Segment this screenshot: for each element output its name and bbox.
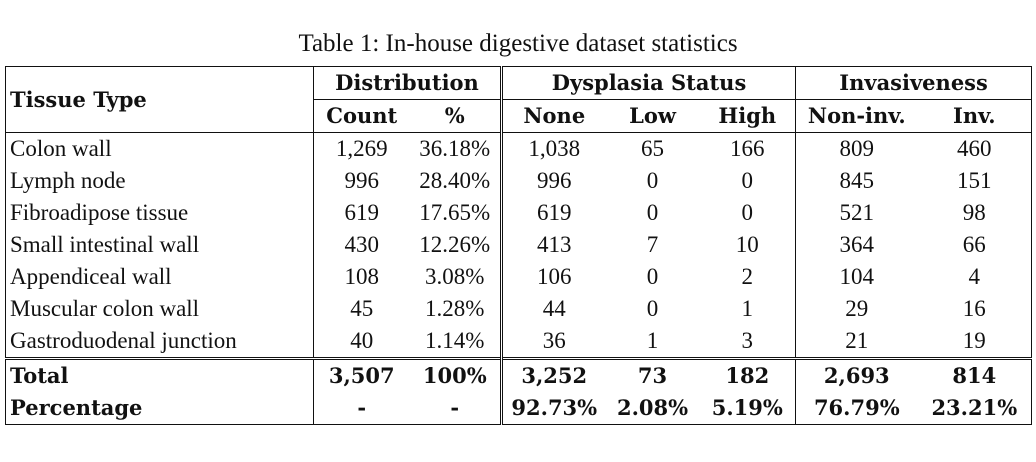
cell-percentage-high: 5.19% (711, 395, 783, 420)
cell-low: 7 (646, 232, 659, 257)
cell-low: 0 (646, 200, 659, 225)
cell-total-invasive: 814 (918, 359, 1032, 393)
header-dysplasia-status: Dysplasia Status (502, 67, 796, 100)
header-low: Low (606, 100, 700, 133)
cell-tissue: Small intestinal wall (10, 232, 200, 257)
cell-count: 996 (314, 165, 410, 197)
cell-total-non-invasive: 2,693 (796, 359, 918, 393)
cell-non-invasive: 521 (796, 197, 918, 229)
cell-invasive: 4 (968, 264, 981, 289)
cell-high: 0 (741, 200, 754, 225)
cell-count: 619 (314, 197, 410, 229)
total-row (6, 359, 1032, 393)
table-row (6, 133, 1032, 166)
table-row (6, 229, 1032, 261)
percentage-row (6, 392, 1032, 425)
cell-high: 0 (741, 168, 754, 193)
cell-percent: 36.18% (410, 133, 502, 166)
cell-none: 36 (502, 325, 606, 359)
table-row (6, 197, 1032, 229)
cell-none: 106 (502, 261, 606, 293)
cell-non-invasive: 364 (796, 229, 918, 261)
header-invasive: Inv. (918, 100, 1032, 133)
cell-percent: 1.28% (425, 296, 485, 321)
cell-count: 1,269 (314, 133, 410, 166)
cell-percentage-label: Percentage (10, 395, 143, 420)
cell-percent: 17.65% (419, 200, 491, 225)
cell-none: 996 (502, 165, 606, 197)
cell-invasive: 66 (962, 232, 986, 257)
cell-total-count: 3,507 (314, 359, 410, 393)
cell-tissue: Lymph node (10, 168, 126, 193)
table-row (6, 165, 1032, 197)
cell-total-low: 73 (606, 359, 700, 393)
cell-total-label: Total (6, 359, 314, 393)
header-tissue-type: Tissue Type (10, 86, 147, 112)
cell-percentage-non-invasive: 76.79% (796, 392, 918, 425)
cell-tissue: Muscular colon wall (10, 296, 200, 321)
cell-total-percent: 100% (410, 359, 502, 393)
cell-low: 0 (646, 264, 659, 289)
table-row (6, 325, 1032, 359)
header-none: None (502, 100, 606, 133)
table-caption: Table 1: In-house digestive dataset statistics (298, 30, 738, 57)
dataset-statistics-table (5, 66, 1032, 425)
header-non-invasive: Non-inv. (796, 100, 918, 133)
cell-low: 0 (646, 168, 659, 193)
cell-low: 1 (646, 328, 659, 353)
cell-high: 1 (741, 296, 754, 321)
cell-none: 1,038 (502, 133, 606, 166)
cell-low: 65 (606, 133, 700, 166)
cell-none: 619 (502, 197, 606, 229)
cell-tissue: Appendiceal wall (10, 264, 172, 289)
header-row-groups (6, 67, 1032, 100)
cell-invasive: 151 (957, 168, 992, 193)
cell-count: 430 (314, 229, 410, 261)
cell-percent: 12.26% (419, 232, 491, 257)
header-percent: % (410, 100, 502, 133)
table-row (6, 293, 1032, 325)
cell-percentage-none: 92.73% (502, 392, 606, 425)
cell-percentage-invasive: 23.21% (931, 395, 1018, 420)
cell-count: 45 (314, 293, 410, 325)
cell-percent: 28.40% (419, 168, 491, 193)
cell-invasive: 16 (962, 296, 986, 321)
cell-invasive: 98 (962, 200, 986, 225)
cell-non-invasive: 21 (796, 325, 918, 359)
cell-none: 44 (502, 293, 606, 325)
cell-non-invasive: 29 (796, 293, 918, 325)
cell-count: 40 (314, 325, 410, 359)
table-row (6, 261, 1032, 293)
cell-high: 2 (741, 264, 754, 289)
cell-percent: 3.08% (425, 264, 485, 289)
cell-high: 3 (741, 328, 754, 353)
cell-percent: 1.14% (425, 328, 485, 353)
cell-non-invasive: 845 (796, 165, 918, 197)
cell-invasive: 460 (918, 133, 1032, 166)
cell-percentage-percent: - (450, 395, 460, 420)
cell-invasive: 19 (962, 328, 986, 353)
cell-count: 108 (314, 261, 410, 293)
header-high: High (700, 100, 796, 133)
cell-non-invasive: 104 (796, 261, 918, 293)
header-distribution: Distribution (314, 67, 502, 100)
cell-tissue: Fibroadipose tissue (10, 200, 189, 225)
cell-percentage-count: - (314, 392, 410, 425)
cell-non-invasive: 809 (796, 133, 918, 166)
cell-high: 166 (700, 133, 796, 166)
cell-total-none: 3,252 (502, 359, 606, 393)
cell-total-high: 182 (700, 359, 796, 393)
cell-tissue: Colon wall (6, 133, 314, 166)
cell-none: 413 (502, 229, 606, 261)
header-count: Count (314, 100, 410, 133)
cell-percentage-low: 2.08% (616, 395, 689, 420)
cell-low: 0 (646, 296, 659, 321)
header-invasiveness: Invasiveness (796, 67, 1032, 100)
cell-high: 10 (735, 232, 759, 257)
cell-tissue: Gastroduodenal junction (10, 328, 237, 353)
